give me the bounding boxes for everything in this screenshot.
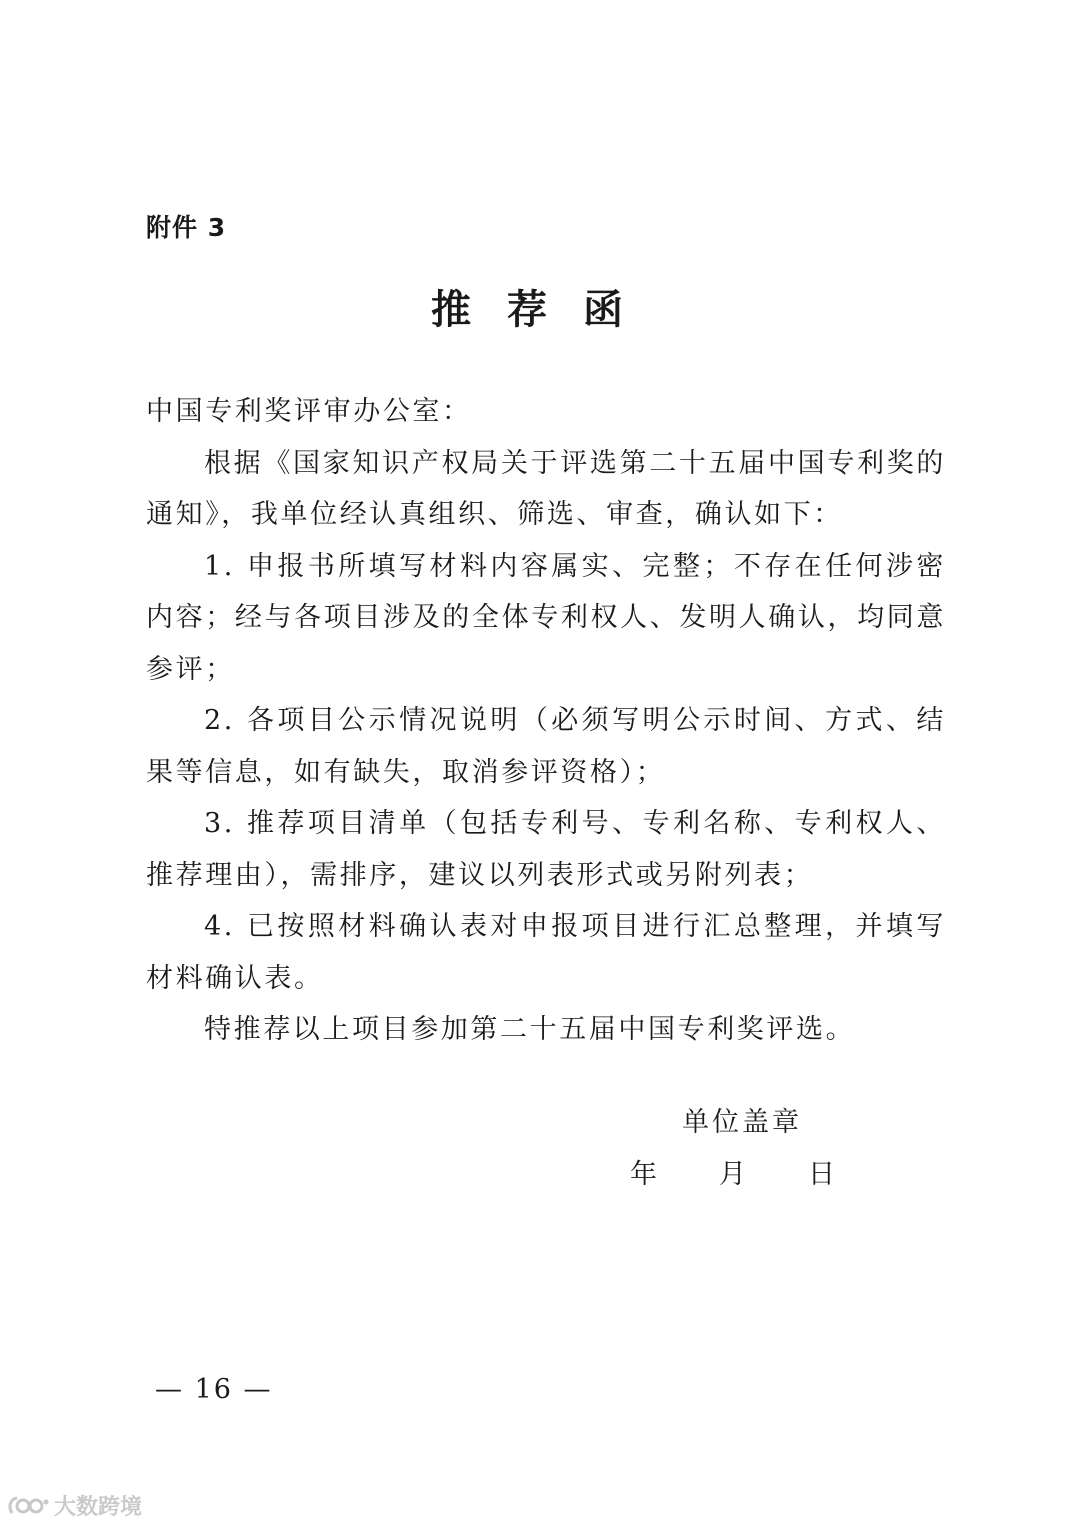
date-year: 年 <box>630 1159 657 1190</box>
date-day: 日 <box>808 1159 835 1190</box>
paragraph-intro: 根据《国家知识产权局关于评选第二十五届中国专利奖的通知》，我单位经认真组织、筛选、审查，确认如下： <box>146 447 946 530</box>
attachment-label: 附件 3 <box>146 213 227 242</box>
page-number: — 16 — <box>155 1374 273 1405</box>
date-month: 月 <box>719 1159 746 1190</box>
seal-label: 单位盖章 <box>682 1107 802 1138</box>
paragraph-item-2: 2. 各项目公示情况说明（必须写明公示时间、方式、结果等信息，如有缺失，取消参评资格）； <box>146 705 946 788</box>
brand-logo-icon <box>6 1493 50 1519</box>
watermark-text: 大数跨境 <box>54 1495 143 1520</box>
letter-body <box>146 386 946 1056</box>
date-line <box>630 1152 835 1191</box>
paragraph-closing: 特推荐以上项目参加第二十五届中国专利奖评选。 <box>204 1014 856 1045</box>
paragraph-item-4: 4. 已按照材料确认表对申报项目进行汇总整理，并填写材料确认表。 <box>146 911 946 994</box>
paragraph-item-3: 3. 推荐项目清单（包括专利号、专利名称、专利权人、推荐理由），需排序，建议以列表形式或另附列表； <box>146 808 946 891</box>
watermark <box>6 1490 142 1521</box>
paragraph-item-1: 1. 申报书所填写材料内容属实、完整；不存在任何涉密内容；经与各项目涉及的全体专利权人、发明人确认，均同意参评； <box>146 550 946 685</box>
document-title: 推荐函 <box>431 286 659 333</box>
salutation: 中国专利奖评审办公室： <box>146 396 472 427</box>
